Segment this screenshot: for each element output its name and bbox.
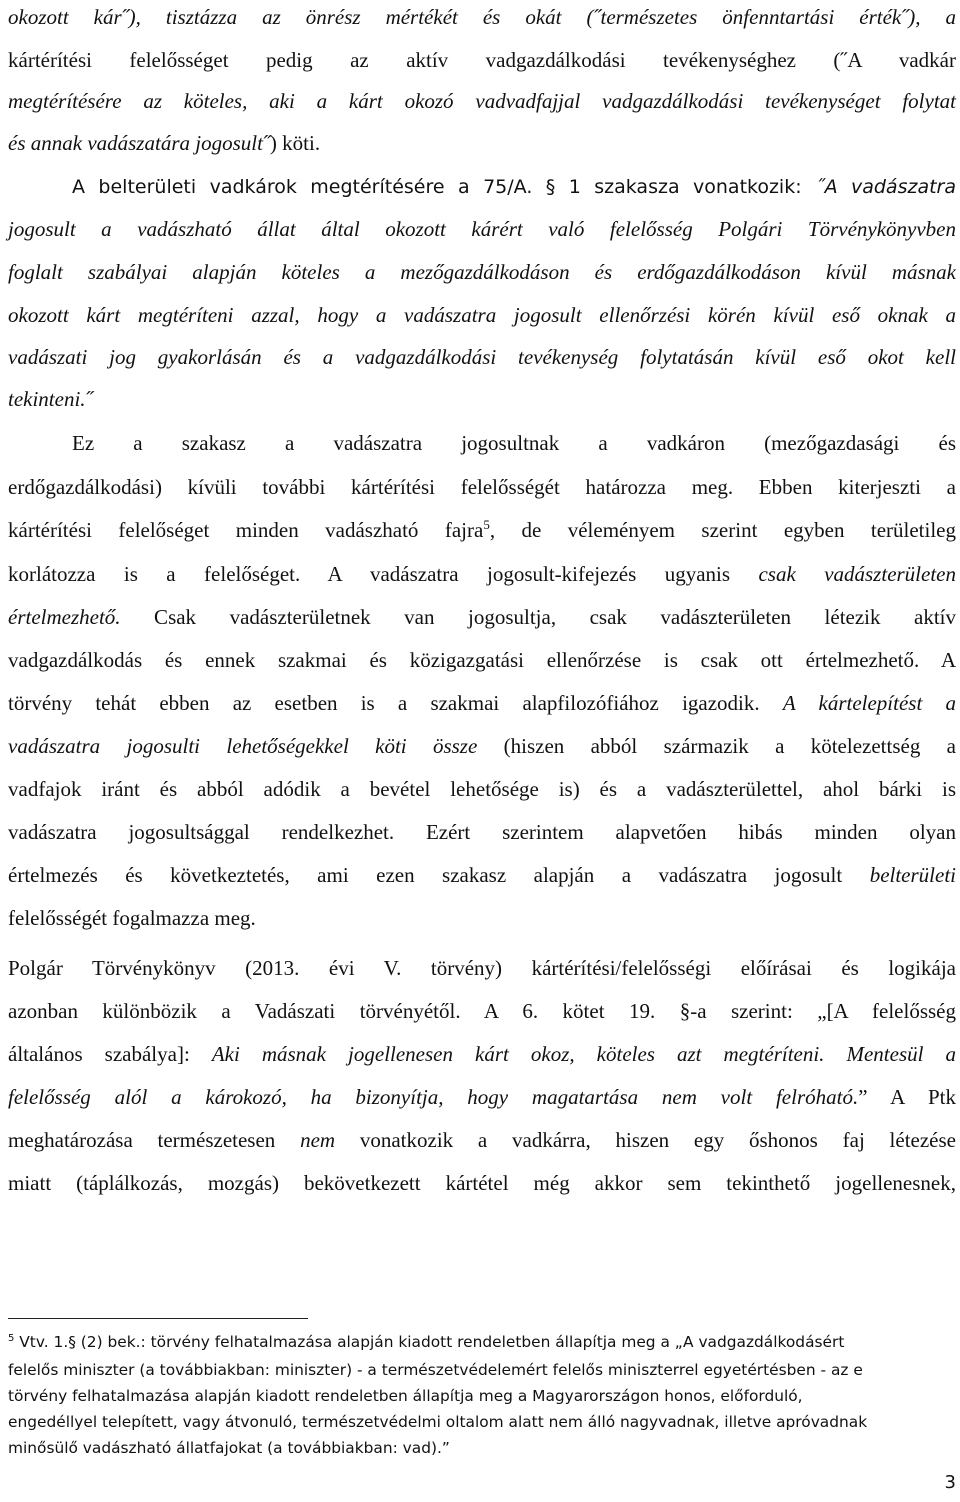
text-run: korlátozza is a felelőséget. A vadászatra jogosult-kifejezés ugyanis [8, 562, 759, 586]
text-line [8, 130, 956, 156]
italic-text: Aki másnak jogellenesen kárt okoz, köteles azt megtéríteni. Mentesül a [211, 1042, 956, 1066]
text-line [8, 1170, 956, 1196]
text-run: meghatározása természetesen [8, 1128, 301, 1152]
text-line [8, 905, 956, 931]
text-line [8, 88, 956, 114]
text-line [8, 1127, 956, 1153]
text-line [8, 819, 956, 845]
text-run: értelmezés és következtetés, ami ezen szakasz alapján a vadászatra jogosult [8, 863, 870, 887]
text-line [8, 690, 956, 716]
text-line [8, 561, 956, 587]
text-run: (hiszen abból származik a kötelezettség a [477, 734, 957, 758]
italic-text: jogosult a vadászható állat által okozott kárért való felelősség Polgári Törvénykönyvben [8, 217, 956, 241]
text-line [8, 216, 956, 242]
text-run: ) köti. [269, 131, 321, 155]
text-line [8, 647, 956, 673]
footnote-line [8, 1412, 956, 1432]
footnote-number: 5 [8, 1333, 15, 1344]
footnote-ref: 5 [483, 517, 490, 532]
text-line [8, 604, 956, 630]
footnote-line [8, 1360, 956, 1380]
italic-text: vadászati jog gyakorlásán és a vadgazdálkodási tevékenység folytatásán kívül eső okot kell [8, 345, 956, 369]
text-line [8, 1084, 956, 1110]
italic-text: nem [300, 1128, 336, 1152]
footnote-text: felelős miniszter (a továbbiakban: miniszter) - a természetvédelemért felelős miniszterrel egyetértésben - az e [8, 1361, 863, 1379]
text-line [8, 474, 956, 500]
text-run: azonban különbözik a Vadászati törvényétől. A 6. kötet 19. §-a szerint: „[A felelősség [8, 999, 956, 1023]
text-line [8, 344, 956, 370]
text-line [8, 998, 956, 1024]
italic-text: okozott kárt megtéríteni azzal, hogy a vadászatra jogosult ellenőrzési körén kívül eső oknak a [8, 303, 956, 327]
text-line [8, 776, 956, 802]
italic-text: A kártelepítést a [782, 691, 956, 715]
footnote-text: Vtv. 1.§ (2) bek.: törvény felhatalmazása alapján kiadott rendeletben állapítja meg a „A vadgazdálkodásért [14, 1333, 845, 1351]
footnote-line [8, 1386, 956, 1406]
text-run: Csak vadászterületnek van jogosultja, csak vadászterületen létezik aktív [120, 605, 956, 629]
text-run: törvény tehát ebben az esetben is a szakmai alapfilozófiához igazodik. [8, 691, 783, 715]
text-run: , de véleményem szerint egyben területileg [489, 518, 957, 542]
text-line [8, 862, 956, 888]
italic-text: felelősség alól a károkozó, ha bizonyítja, hogy magatartása nem volt felróható. [8, 1085, 859, 1109]
text-line [8, 1041, 956, 1067]
footnote-text: minősülő vadászható állatfajokat (a továbbiakban: vad).” [8, 1439, 450, 1457]
text-run: kártérítési felelőséget minden vadászható fajra [8, 518, 484, 542]
text-run: Polgár Törvénykönyv (2013. évi V. törvény) kártérítési/felelősségi előírásai és logikája [8, 956, 956, 980]
text-run: vadászatra jogosultsággal rendelkezhet. Ezért szerintem alapvetően hibás minden olyan [8, 820, 956, 844]
text-run: vonatkozik a vadkárra, hiszen egy őshonos faj létezése [335, 1128, 956, 1152]
text-run: A belterületi vadkárok megtérítésére a 75/A. § 1 szakasza vonatkozik: [72, 176, 816, 198]
text-line [72, 430, 956, 456]
text-run: vadfajok iránt és abból adódik a bevétel lehetősége is) és a vadászterülettel, ahol bárki is [8, 777, 956, 801]
footnote-separator [8, 1318, 308, 1319]
text-run: miatt (táplálkozás, mozgás) bekövetkezett kártétel még akkor sem tekinthető jogellenesnek, [8, 1171, 956, 1195]
italic-text: tekinteni.˝ [8, 387, 93, 411]
text-line [8, 386, 956, 412]
italic-text: értelmezhető. [8, 605, 121, 629]
italic-text: foglalt szabályai alapján köteles a mezőgazdálkodáson és erdőgazdálkodáson kívül másnak [8, 260, 956, 284]
italic-text: természetes önfenntartási érték˝), a [600, 5, 956, 29]
text-run: Ez a szakasz a vadászatra jogosultnak a vadkáron (mezőgazdasági és [72, 431, 956, 455]
footnote-line [8, 1332, 956, 1352]
italic-text: okozott kár˝), tisztázza az önrész mértékét és okát (˝ [8, 5, 601, 29]
italic-text: ˝A vadászatra [815, 176, 956, 198]
text-run: erdőgazdálkodási) kívüli további kártérítési felelősségét határozza meg. Ebben kiterjeszti a [8, 475, 956, 499]
text-run: általános szabálya]: [8, 1042, 212, 1066]
text-line [8, 47, 956, 73]
footnote-text: törvény felhatalmazása alapján kiadott rendeletben állapítja meg a Magyarországon honos, előforduló, [8, 1387, 803, 1405]
text-run: ” A Ptk [858, 1085, 956, 1109]
page-number: 3 [944, 1472, 956, 1493]
text-line [8, 4, 956, 30]
text-line [8, 302, 956, 328]
italic-text: csak vadászterületen [758, 562, 956, 586]
italic-text: belterületi [869, 863, 956, 887]
text-run: kártérítési felelősséget pedig az aktív vadgazdálkodási tevékenységhez (˝A vadkár [8, 48, 956, 72]
footnote-text: engedéllyel telepített, vagy átvonuló, természetvédelmi oltalom alatt nem álló nagyvadnak, illetve apróvadnak [8, 1413, 868, 1431]
italic-text: vadászatra jogosulti lehetőségekkel köti össze [8, 734, 478, 758]
text-run: vadgazdálkodás és ennek szakmai és közigazgatási ellenőrzése is csak ott értelmezhető. A [8, 648, 956, 672]
text-line [8, 259, 956, 285]
text-line [8, 955, 956, 981]
text-line [8, 517, 956, 543]
text-line [72, 174, 956, 200]
text-run: felelősségét fogalmazza meg. [8, 906, 256, 930]
footnote-line [8, 1438, 956, 1458]
italic-text: és annak vadászatára jogosult˝ [8, 131, 270, 155]
italic-text: megtérítésére az köteles, aki a kárt okozó vadvadfajjal vadgazdálkodási tevékenységet folytat [8, 89, 956, 113]
text-line [8, 733, 956, 759]
